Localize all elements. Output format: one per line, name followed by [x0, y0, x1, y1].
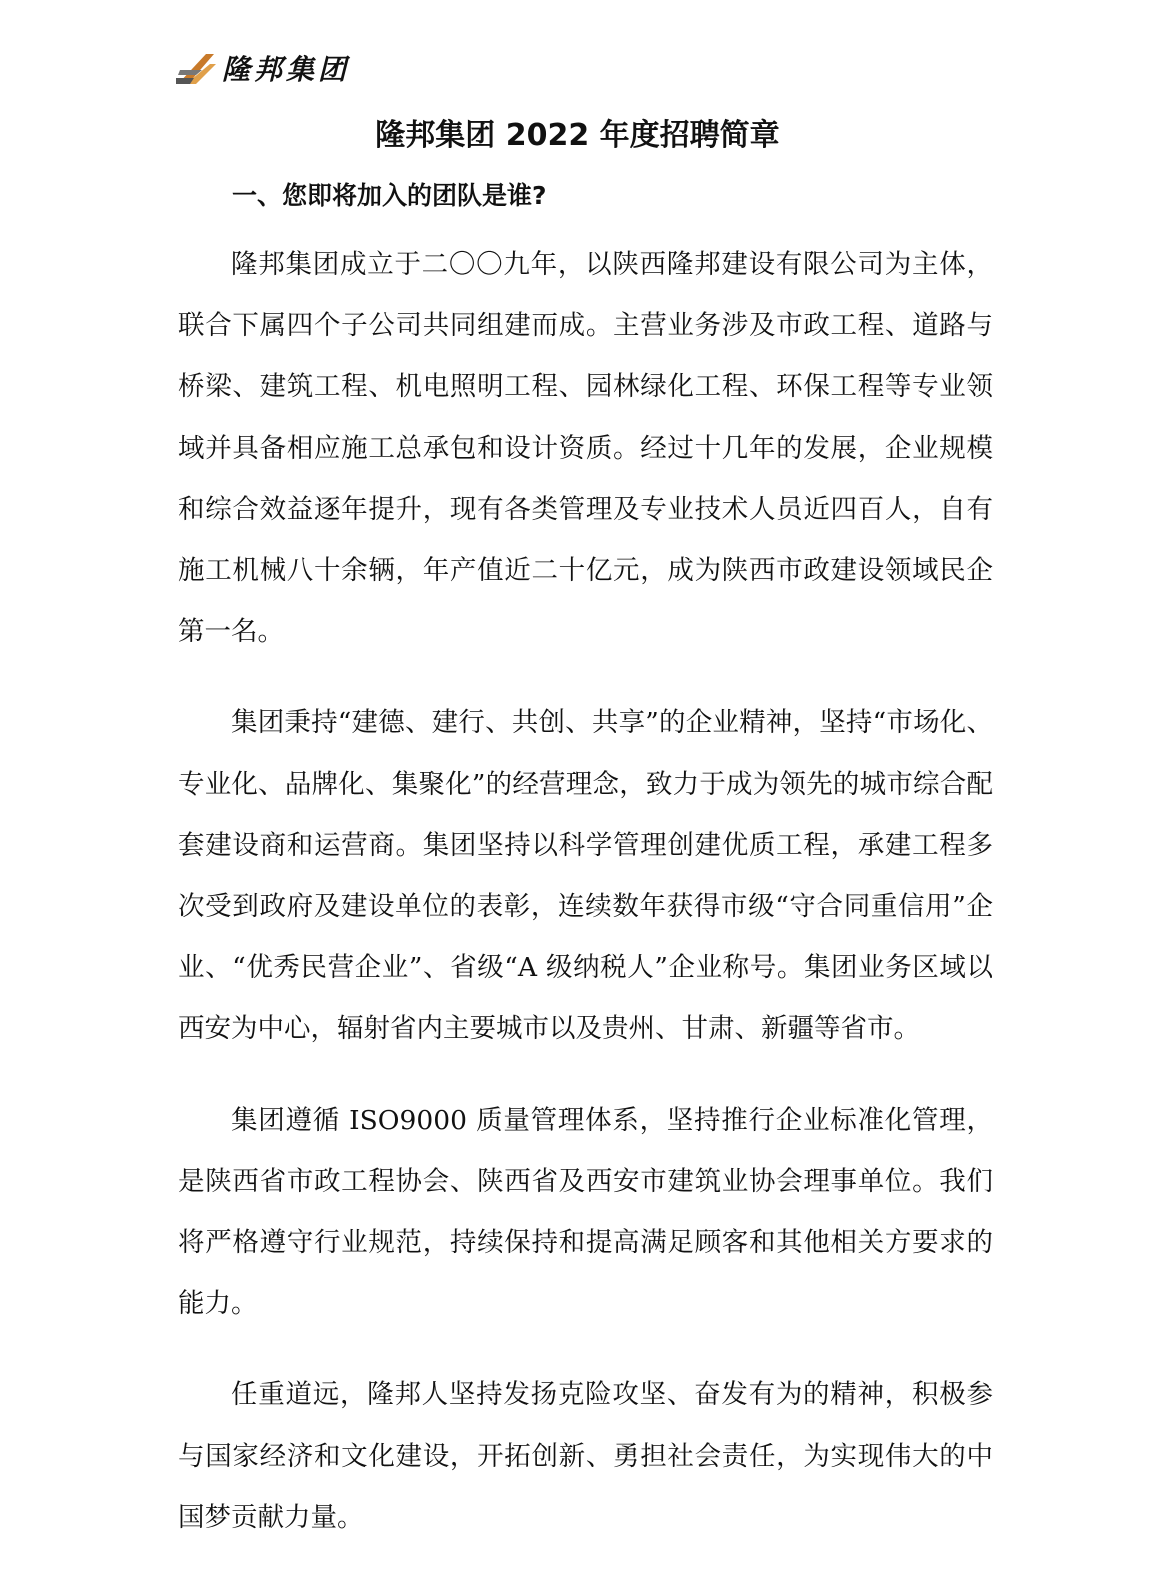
paragraph-quality-system: 集团遵循 ISO9000 质量管理体系，坚持推行企业标准化管理，是陕西省市政工程协会、陕西省及西安市建筑业协会理事单位。我们将严格遵守行业规范，持续保持和提高满足顾客和其他相关方要求的能力。	[178, 1104, 993, 1320]
logo-text: 隆邦集团	[222, 53, 351, 86]
paragraph-company-spirit: 集团秉持“建德、建行、共创、共享”的企业精神，坚持“市场化、专业化、品牌化、集聚化”的经营理念，致力于成为领先的城市综合配套建设商和运营商。集团坚持以科学管理创建优质工程，承建工程多次受到政府及建设单位的表彰，连续数年获得市级“守合同重信用”企业、“优秀民营企业”、省级“A 级纳税人”企业称号。集团业务区域以西安为中心，辐射省内主要城市以及贵州、甘肃、新疆等省市。	[178, 707, 993, 1045]
document-title: 隆邦集团 2022 年度招聘简章	[375, 118, 780, 153]
paragraph-mission: 任重道远，隆邦人坚持发扬克险攻坚、奋发有为的精神，积极参与国家经济和文化建设，开拓创新、勇担社会责任，为实现伟大的中国梦贡献力量。	[178, 1379, 993, 1533]
paragraph-company-intro: 隆邦集团成立于二〇〇九年，以陕西隆邦建设有限公司为主体，联合下属四个子公司共同组建而成。主营业务涉及市政工程、道路与桥梁、建筑工程、机电照明工程、园林绿化工程、环保工程等专业领域并具备相应施工总承包和设计资质。经过十几年的发展，企业规模和综合效益逐年提升，现有各类管理及专业技术人员近四百人，自有施工机械八十余辆，年产值近二十亿元，成为陕西市政建设领域民企第一名。	[178, 249, 993, 648]
section-heading: 一、您即将加入的团队是谁?	[232, 181, 547, 210]
document-body	[178, 234, 993, 1578]
company-logo	[176, 48, 350, 88]
longbang-wing-icon	[176, 48, 216, 88]
